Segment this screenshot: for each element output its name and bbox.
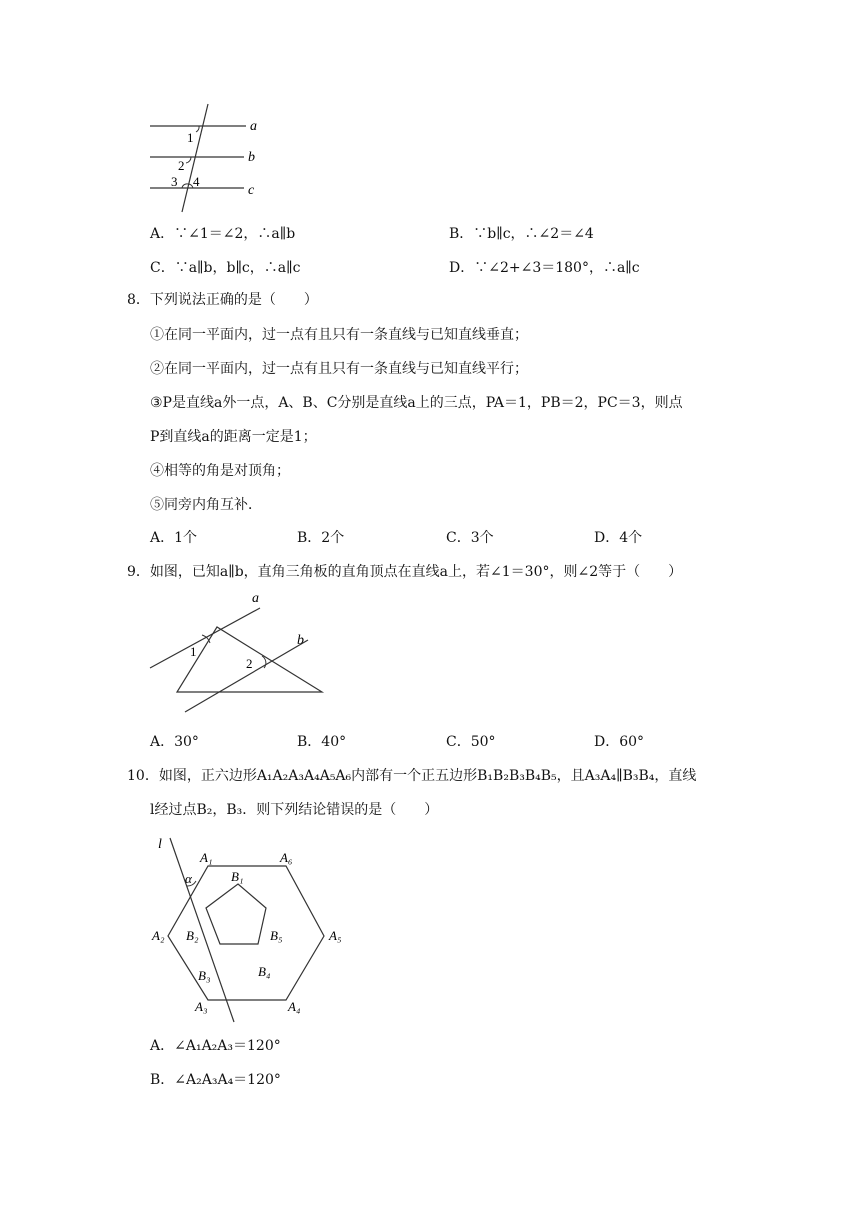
- q8-item-4: ④相等的角是对顶角；: [150, 463, 290, 479]
- vertex-a6-label: A₆: [280, 850, 293, 865]
- q9-option-b: B．40°: [297, 734, 347, 750]
- q9-figure: [140, 588, 340, 718]
- q10-option-b: B．∠A₂A₃A₄＝120°: [150, 1072, 281, 1088]
- q9-stem: 9．如图，已知a∥b，直角三角板的直角顶点在直线a上，若∠1＝30°，则∠2等于（ ）: [127, 564, 683, 580]
- q7-option-c: C．∵a∥b，b∥c，∴a∥c: [150, 260, 301, 276]
- angle-2-label: 2: [246, 656, 253, 671]
- angle-3-label: 3: [171, 174, 178, 189]
- vertex-a2-label: A₂: [152, 928, 165, 943]
- line-l-label: l: [158, 837, 162, 852]
- q9-option-d: D．60°: [594, 734, 645, 750]
- q10-option-a: A．∠A₁A₂A₃＝120°: [150, 1038, 281, 1054]
- vertex-b4-label: B₄: [258, 964, 271, 979]
- q8-option-a: A．1个: [150, 530, 198, 546]
- q8-option-b: B．2个: [297, 530, 345, 546]
- line-b-label: b: [248, 150, 255, 165]
- q8-item-2: ②在同一平面内，过一点有且只有一条直线与已知直线平行；: [150, 361, 528, 377]
- vertex-a5-label: A₅: [329, 928, 342, 943]
- q8-stem: 8．下列说法正确的是（ ）: [127, 292, 318, 308]
- q7-figure: [140, 100, 280, 220]
- vertex-b2-label: B₂: [186, 928, 199, 943]
- q8-item-3: ③P是直线a外一点，A、B、C分别是直线a上的三点，PA＝1，PB＝2，PC＝3，则点: [150, 395, 683, 411]
- q7-option-b: B．∵b∥c，∴∠2＝∠4: [449, 226, 594, 242]
- vertex-b3-label: B₃: [198, 968, 211, 983]
- vertex-a1-label: A₁: [200, 850, 213, 865]
- angle-4-label: 4: [193, 174, 200, 189]
- q9-option-a: A．30°: [150, 734, 199, 750]
- q10-stem-line1: 10．如图，正六边形A₁A₂A₃A₄A₅A₆内部有一个正五边形B₁B₂B₃B₄B₅，且A₃A₄∥B₃B₄，直线: [127, 768, 697, 784]
- q8-item-5: ⑤同旁内角互补．: [150, 497, 262, 513]
- line-c-label: c: [248, 183, 255, 198]
- q9-option-c: C．50°: [446, 734, 496, 750]
- vertex-b5-label: B₅: [270, 928, 283, 943]
- angle-2-label: 2: [178, 158, 185, 173]
- q7-option-a: A．∵∠1＝∠2，∴a∥b: [150, 226, 296, 242]
- vertex-a3-label: A₃: [195, 999, 208, 1014]
- angle-1-label: 1: [190, 644, 197, 659]
- vertex-a4-label: A₄: [288, 999, 301, 1014]
- q8-item-1: ①在同一平面内，过一点有且只有一条直线与已知直线垂直；: [150, 327, 528, 343]
- q8-option-d: D．4个: [594, 530, 643, 546]
- line-a-label: a: [250, 119, 257, 134]
- q8-option-c: C．3个: [446, 530, 494, 546]
- q7-option-d: D．∵∠2+∠3＝180°，∴a∥c: [449, 260, 640, 276]
- q10-figure: [140, 826, 360, 1026]
- q10-stem-line2: l经过点B₂，B₃．则下列结论错误的是（ ）: [150, 802, 439, 818]
- q8-item-3-cont: P到直线a的距离一定是1；: [150, 429, 317, 445]
- line-b-label: b: [297, 633, 304, 648]
- angle-alpha-label: α: [185, 871, 192, 886]
- line-a-label: a: [252, 591, 259, 606]
- angle-1-label: 1: [187, 130, 194, 145]
- vertex-b1-label: B₁: [231, 869, 244, 884]
